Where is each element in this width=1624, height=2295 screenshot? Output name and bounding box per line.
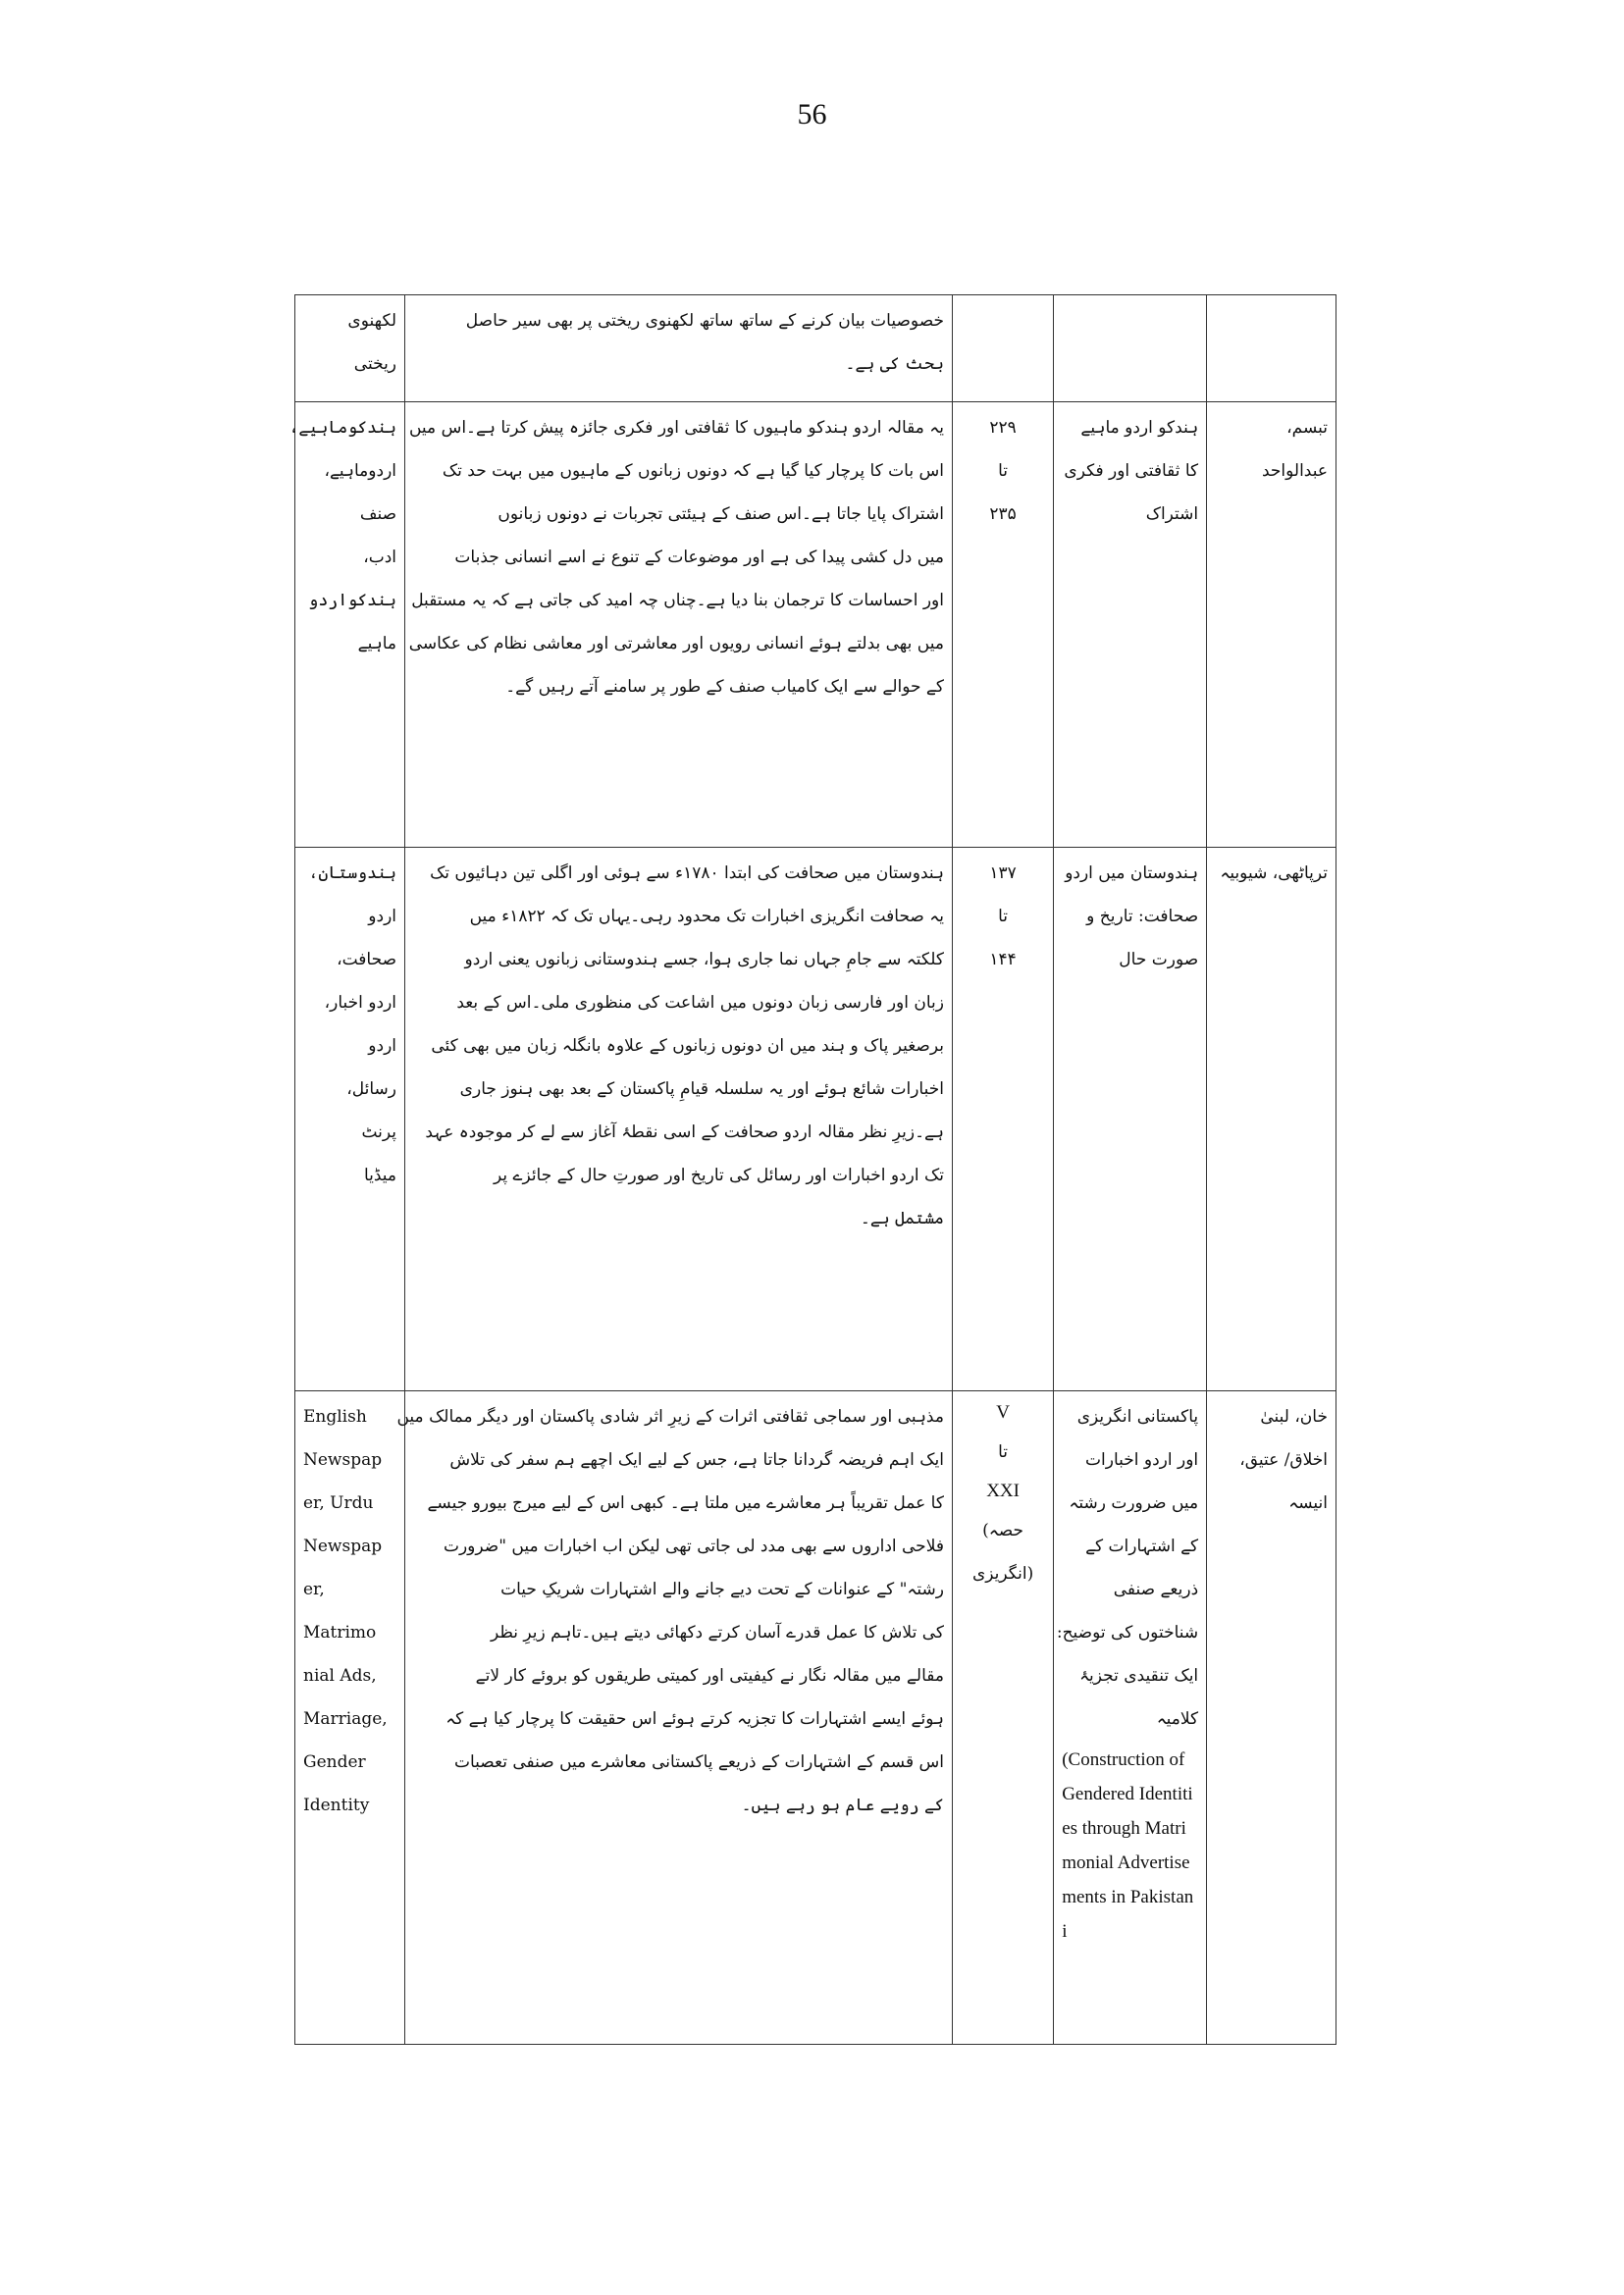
pages-cell bbox=[952, 295, 1053, 402]
title-line: کا ثقافتی اور فکری bbox=[1064, 461, 1199, 481]
keyword: ہندکواردو bbox=[308, 591, 397, 610]
author-line: تبسم، bbox=[1286, 418, 1328, 438]
abstract-line: کلکتہ سے جامِ جہاں نما جاری ہوا، جسے ہندوستانی زبانوں یعنی اردو bbox=[464, 950, 944, 969]
page-range-end: ۲۳۵ bbox=[989, 504, 1017, 524]
keyword: ہندکوماہیے، bbox=[288, 418, 397, 438]
page-range-end: XXI bbox=[986, 1481, 1020, 1501]
abstract-cell bbox=[405, 295, 953, 402]
pages-cell bbox=[952, 402, 1053, 848]
abstract-line: میں بھی بدلتے ہوئے انسانی رویوں اور معاشرتی اور معاشی نظام کی عکاسی bbox=[408, 634, 944, 653]
keyword: Newspap bbox=[303, 1450, 383, 1470]
abstract-line: اور احساسات کا ترجمان بنا دیا ہے۔چناں چہ امید کی جاتی ہے کہ یہ مستقبل bbox=[411, 591, 944, 610]
abstract-line: میں دل کشی پیدا کی ہے اور موضوعات کے تنوع نے اسے انسانی جذبات bbox=[454, 548, 944, 567]
keyword: nial Ads, bbox=[303, 1666, 377, 1686]
keywords-cell bbox=[295, 848, 405, 1391]
abstract-cell bbox=[405, 402, 953, 848]
title-cell bbox=[1054, 848, 1207, 1391]
keyword: صنف bbox=[359, 504, 397, 524]
abstract-line: یہ مقالہ اردو ہندکو ماہیوں کا ثقافتی اور فکری جائزہ پیش کرتا ہے۔اس میں bbox=[408, 418, 944, 438]
author-line: اخلاق/ عتیق، bbox=[1239, 1450, 1328, 1470]
keyword: Gender bbox=[303, 1752, 366, 1772]
abstract-line: کے رویے عام ہو رہے ہیں۔ bbox=[741, 1796, 944, 1815]
abstract-line: ایک اہم فریضہ گردانا جاتا ہے، جس کے لیے ایک اچھے ہم سفر کی تلاش bbox=[449, 1450, 944, 1470]
abstract-line: برصغیر پاک و ہند میں ان دونوں زبانوں کے علاوہ بانگلہ زبان میں بھی کئی bbox=[431, 1036, 944, 1056]
abstract-line: ہے۔زیرِ نظر مقالہ اردو صحافت کے اسی نقطۂ آغاز سے لے کر موجودہ عہد bbox=[425, 1122, 944, 1142]
table-row bbox=[295, 848, 1336, 1391]
abstract-line: ہندوستان میں صحافت کی ابتدا ۱۷۸۰ء سے ہوئی اور اگلی تین دہائیوں تک bbox=[430, 863, 944, 883]
table-row bbox=[295, 295, 1336, 402]
title-line: صورت حال bbox=[1119, 950, 1199, 969]
keyword: رسائل، bbox=[346, 1079, 397, 1099]
title-line: ذریعے صنفی bbox=[1113, 1580, 1199, 1599]
title-line: اور اردو اخبارات bbox=[1085, 1450, 1199, 1470]
abstract-line: اس بات کا پرچار کیا گیا ہے کہ دونوں زبانوں کے ماہیوں میں بہت حد تک bbox=[442, 461, 944, 481]
abstract-line: اشتراک پایا جاتا ہے۔اس صنف کے ہیئتی تجربات نے دونوں زبانوں bbox=[498, 504, 944, 524]
abstract-line: بحث کی ہے۔ bbox=[845, 354, 944, 374]
title-line: پاکستانی انگریزی bbox=[1076, 1407, 1199, 1427]
keyword: ریختی bbox=[353, 354, 397, 374]
keyword: er, bbox=[303, 1580, 325, 1599]
abstract-line: تک اردو اخبارات اور رسائل کی تاریخ اور صورتِ حال کے جائزے پر bbox=[493, 1166, 944, 1185]
keyword: صحافت، bbox=[337, 950, 397, 969]
page-range-separator: تا bbox=[998, 461, 1009, 481]
keywords-cell bbox=[295, 295, 405, 402]
page-range-start: ۱۳۷ bbox=[989, 863, 1017, 883]
title-cell bbox=[1054, 1391, 1207, 2045]
abstract-line: مقالے میں مقالہ نگار نے کیفیتی اور کمیتی طریقوں کو بروئے کار لاتے bbox=[475, 1666, 944, 1686]
keyword: English bbox=[303, 1407, 367, 1427]
keyword: پرنٹ bbox=[361, 1122, 397, 1142]
abstract-line: کا عمل تقریباً ہر معاشرے میں ملتا ہے۔ کبھی اس کے لیے میرج بیورو جیسے bbox=[427, 1493, 944, 1513]
table-row bbox=[295, 1391, 1336, 2045]
keyword: ماہیے bbox=[357, 634, 397, 653]
keyword: لکھنوی bbox=[347, 311, 397, 331]
author-line: ترپاٹھی، شیوبیہ bbox=[1220, 863, 1328, 883]
abstract-line: مشتمل ہے۔ bbox=[860, 1209, 944, 1228]
pages-cell bbox=[952, 848, 1053, 1391]
abstract-line: مذہبی اور سماجی ثقافتی اثرات کے زیرِ اثر شادی پاکستان اور دیگر ممالک میں bbox=[396, 1407, 944, 1427]
keywords-cell bbox=[288, 402, 405, 848]
abstract-line: کے حوالے سے ایک کامیاب صنف کے طور پر سامنے آتے رہیں گے۔ bbox=[505, 677, 944, 697]
article-index-table bbox=[288, 294, 1336, 2045]
title-line: ہندکو اردو ماہیے bbox=[1080, 418, 1199, 438]
title-line: صحافت: تاریخ و bbox=[1086, 907, 1199, 926]
page-range-separator: تا bbox=[998, 907, 1009, 926]
abstract-line: کی تلاش کا عمل قدرے آسان کرتے دکھائی دیتے ہیں۔تاہم زیرِ نظر bbox=[490, 1623, 944, 1643]
keyword: اردوماہیے، bbox=[324, 461, 397, 481]
keyword: اردو bbox=[368, 1036, 397, 1056]
author-line: عبدالواحد bbox=[1261, 461, 1328, 481]
abstract-line: فلاحی اداروں سے بھی مدد لی جاتی تھی لیکن اب اخبارات میں "ضرورت bbox=[443, 1537, 944, 1556]
author-line: خان، لبنیٰ bbox=[1260, 1407, 1328, 1427]
title-cell bbox=[1054, 295, 1207, 402]
title-line: شناختوں کی توضیح: bbox=[1056, 1623, 1199, 1643]
title-line: کلامیہ bbox=[1156, 1709, 1199, 1729]
title-line: ہندوستان میں اردو bbox=[1065, 863, 1199, 883]
abstract-line: خصوصیات بیان کرنے کے ساتھ ساتھ لکھنوی ریختی پر بھی سیر حاصل bbox=[465, 311, 944, 331]
table-row bbox=[295, 402, 1336, 848]
page-section-note: (حصہ bbox=[982, 1521, 1024, 1540]
abstract-line: اس قسم کے اشتہارات کے ذریعے پاکستانی معاشرے میں صنفی تعصبات bbox=[453, 1752, 944, 1772]
abstract-line: رشتہ" کے عنوانات کے تحت دیے جانے والے اشتہارات شریکِ حیات bbox=[500, 1580, 944, 1599]
keyword: ادب، bbox=[363, 548, 397, 567]
page-section-note: انگریزی) bbox=[971, 1564, 1034, 1584]
title-line: کے اشتہارات کے bbox=[1085, 1537, 1199, 1556]
author-cell bbox=[1207, 848, 1336, 1391]
keyword: ہندوستان، bbox=[308, 863, 397, 883]
keywords-cell bbox=[295, 1391, 405, 2045]
author-line: انیسہ bbox=[1288, 1493, 1328, 1513]
title-cell bbox=[1054, 402, 1207, 848]
page-range-separator: تا bbox=[998, 1442, 1009, 1462]
keyword: میڈیا bbox=[363, 1166, 397, 1185]
page-range-start: V bbox=[996, 1402, 1010, 1423]
keyword: اردو bbox=[368, 907, 397, 926]
abstract-cell bbox=[405, 848, 953, 1391]
abstract-line: اخبارات شائع ہوئے اور یہ سلسلہ قیامِ پاکستان کے بعد بھی ہنوز جاری bbox=[459, 1079, 944, 1099]
page-range-start: ۲۲۹ bbox=[989, 418, 1017, 438]
keyword: Newspap bbox=[303, 1537, 383, 1556]
title-line: ایک تنقیدی تجزیۂ bbox=[1079, 1666, 1199, 1686]
keyword: Identity bbox=[303, 1796, 370, 1815]
page-number: 56 bbox=[797, 98, 827, 130]
author-cell bbox=[1207, 402, 1336, 848]
abstract-cell bbox=[396, 1391, 953, 2045]
abstract-line: یہ صحافت انگریزی اخبارات تک محدود رہی۔یہاں تک کہ ۱۸۲۲ء میں bbox=[469, 907, 944, 926]
title-english: (Construction of Gendered Identities through Matrimonial Advertisements in Pakistani bbox=[1062, 1749, 1194, 1942]
page-range-end: ۱۴۴ bbox=[989, 950, 1017, 969]
keyword: Marriage, bbox=[303, 1709, 388, 1729]
keyword: Matrimo bbox=[303, 1623, 377, 1643]
keyword: اردو اخبار، bbox=[324, 993, 397, 1013]
keyword: er, Urdu bbox=[303, 1493, 374, 1513]
author-cell bbox=[1207, 1391, 1336, 2045]
abstract-line: ہوئے ایسے اشتہارات کا تجزیہ کرتے ہوئے اس حقیقت کا پرچار کیا ہے کہ bbox=[445, 1709, 944, 1729]
pages-cell bbox=[952, 1391, 1053, 2045]
title-line: میں ضرورت رشتہ bbox=[1069, 1493, 1199, 1513]
title-line: اشتراک bbox=[1145, 504, 1199, 524]
abstract-line: زبان اور فارسی زبان دونوں میں اشاعت کی منظوری ملی۔اس کے بعد bbox=[456, 993, 944, 1013]
author-cell bbox=[1207, 295, 1336, 402]
